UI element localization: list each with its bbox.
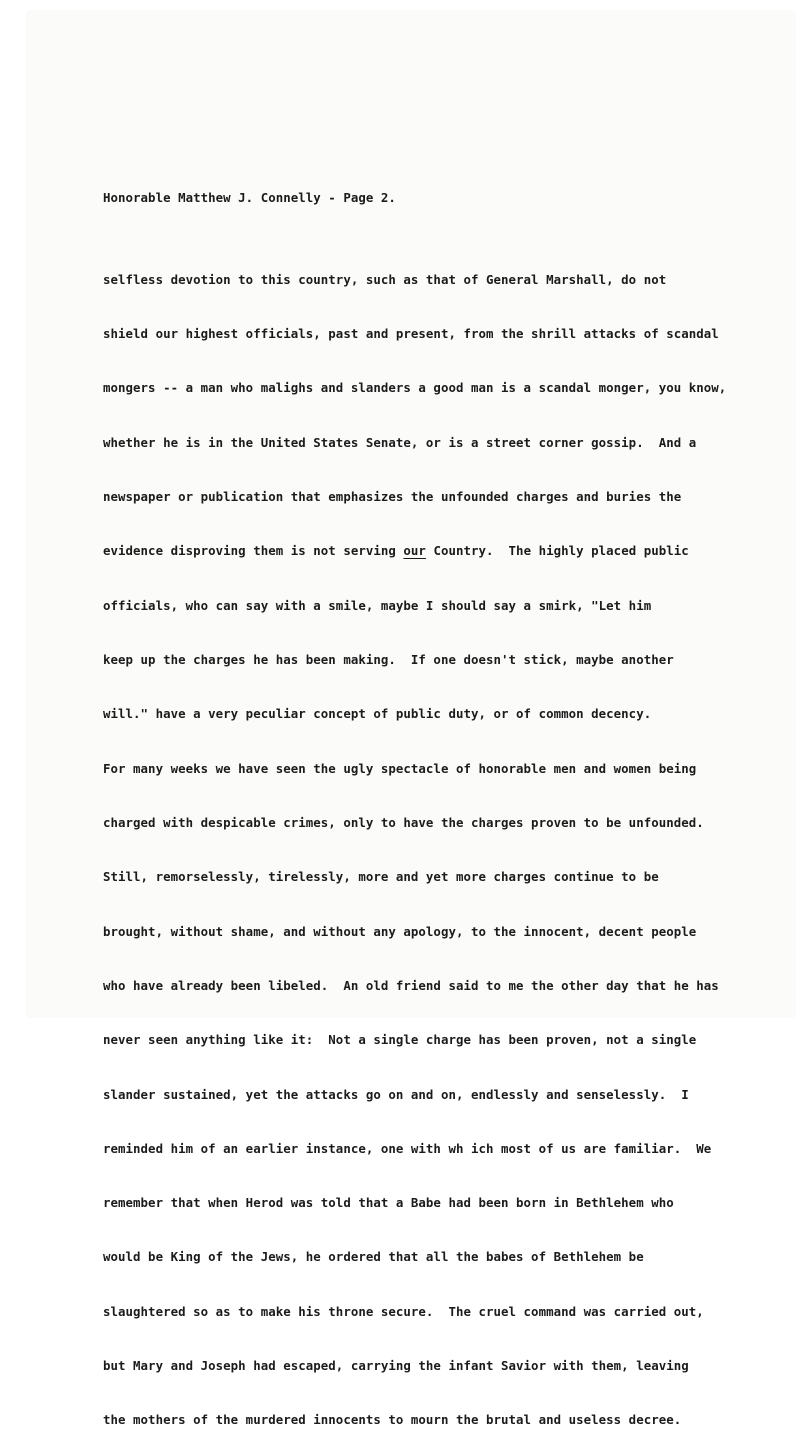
body-line-20: slaughtered so as to make his throne secure. The cruel command was carried out,	[103, 1303, 704, 1319]
body-line-12: Still, remorselessly, tirelessly, more and yet more charges continue to be	[103, 869, 659, 885]
page-header: Honorable Matthew J. Connelly - Page 2.	[103, 190, 396, 205]
body-line-6-end: Country. The highly placed public	[425, 543, 689, 559]
body-line-1: selfless devotion to this country, such as that of General Marshall, do not	[103, 271, 667, 287]
underlined-word: our	[403, 543, 426, 559]
body-line-21: but Mary and Joseph had escaped, carrying the infant Savior with them, leaving	[103, 1358, 689, 1374]
body-line-6	[103, 536, 726, 566]
body-line-14: who have already been libeled. An old friend said to me the other day that he has	[103, 977, 719, 993]
body-line-13: brought, without shame, and without any apology, to the innocent, decent people	[103, 923, 697, 939]
body-line-22: the mothers of the murdered innocents to mourn the brutal and useless decree.	[103, 1412, 682, 1428]
body-line-6-start: evidence disproving them is not serving	[103, 543, 404, 559]
body-line-2: shield our highest officials, past and present, from the shrill attacks of scandal	[103, 326, 719, 342]
body-line-4: whether he is in the United States Senate, or is a street corner gossip. And a	[103, 434, 697, 450]
body-line-10: For many weeks we have seen the ugly spectacle of honorable men and women being	[103, 760, 697, 776]
body-line-16: slander sustained, yet the attacks go on and on, endlessly and senselessly. I	[103, 1086, 689, 1102]
body-line-5: newspaper or publication that emphasizes the unfounded charges and buries the	[103, 489, 682, 505]
body-line-15: never seen anything like it: Not a single charge has been proven, not a single	[103, 1032, 697, 1048]
body-line-3: mongers -- a man who malighs and slanders a good man is a scandal monger, you know,	[103, 380, 727, 396]
body-line-8: keep up the charges he has been making. If one doesn't stick, maybe another	[103, 652, 674, 667]
body-line-17: reminded him of an earlier instance, one with wh ich most of us are familiar. We	[103, 1140, 712, 1156]
body-line-19: would be King of the Jews, he ordered that all the babes of Bethlehem be	[103, 1249, 644, 1265]
body-line-11: charged with despicable crimes, only to have the charges proven to be unfounded.	[103, 814, 704, 830]
body-line-18: remember that when Herod was told that a Babe had been born in Bethlehem who	[103, 1195, 674, 1211]
letter-body	[103, 240, 726, 1447]
body-line-9: will." have a very peculiar concept of public duty, or of common decency.	[103, 706, 652, 722]
body-line-7: officials, who can say with a smile, maybe I should say a smirk, "Let him	[103, 597, 652, 613]
